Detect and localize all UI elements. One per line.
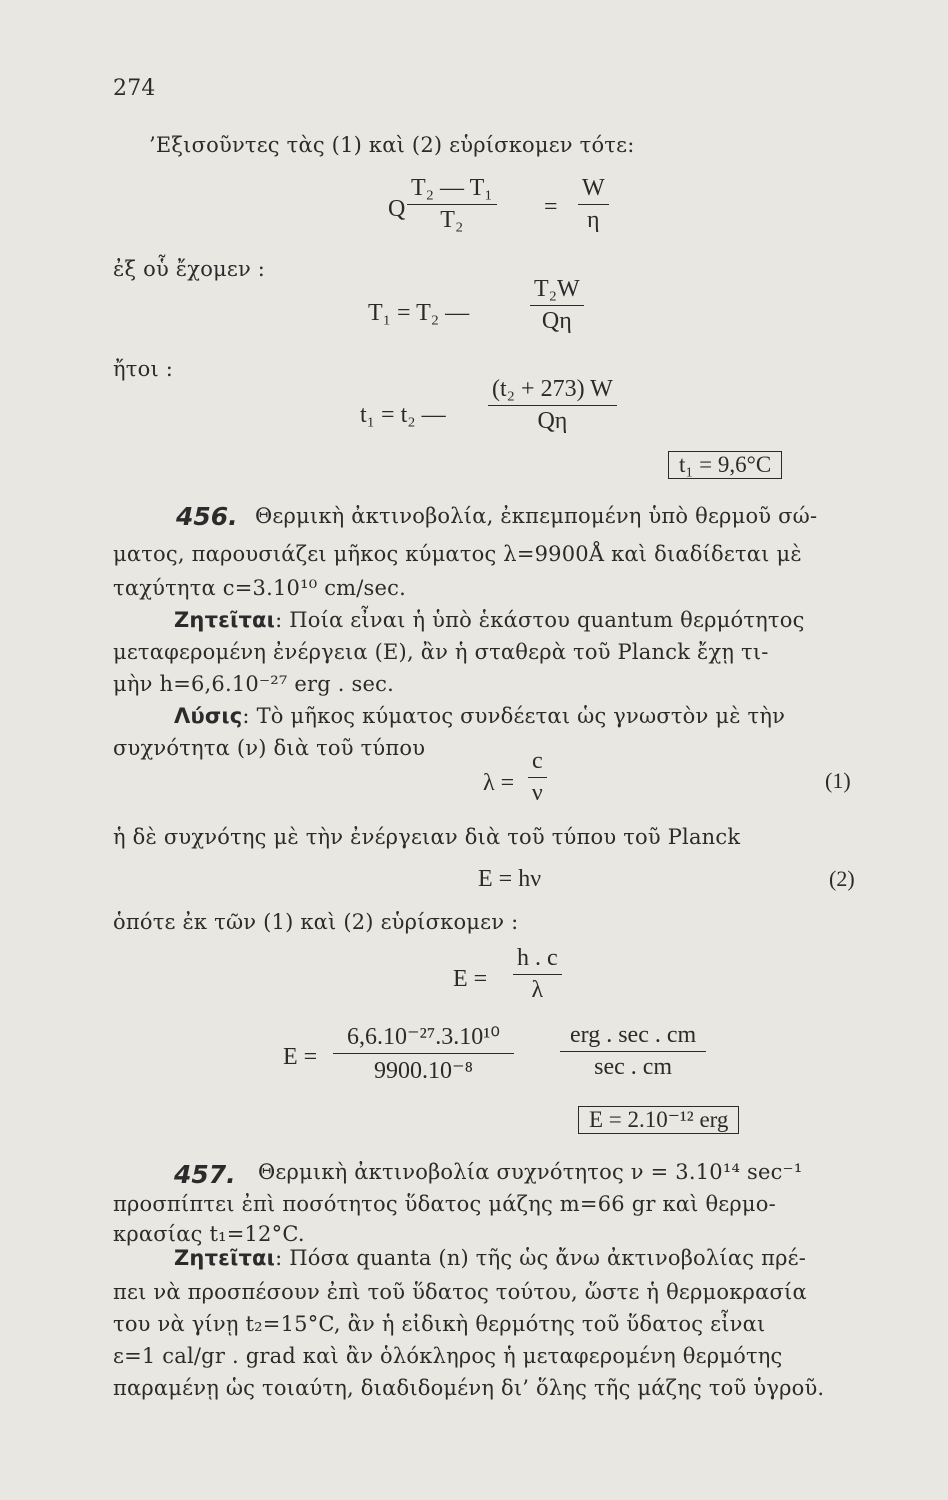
- page-number: 274: [113, 76, 156, 101]
- problem-457-line-4: : Πόσα quanta (n) τῆς ὡς ἄνω ἀκτινοβολίας πρέ-: [275, 1246, 806, 1270]
- problem-457-line-5: πει νὰ προσπέσουν ἐπὶ τοῦ ὕδατος τούτου, ὥστε ἡ θερμοκρασία: [113, 1280, 807, 1304]
- intro-line: ’Εξισοῦντες τὰς (1) καὶ (2) εὑρίσκομεν τότε:: [149, 133, 635, 157]
- label-itoi: ἤτοι :: [113, 357, 174, 381]
- equation-6-denominator: λ: [531, 977, 544, 1003]
- equation-1-right-fraction: [578, 175, 609, 234]
- equation-1-equals: =: [544, 194, 558, 220]
- equation-7-units-fraction: [560, 1022, 706, 1081]
- problem-457-zitei-label: Ζητεῖται: [174, 1246, 276, 1270]
- equation-1-right-denominator: η: [587, 207, 600, 233]
- equation-2-fraction: [530, 276, 584, 335]
- equation-7-lhs: E =: [283, 1044, 318, 1070]
- equation-1-denominator: T₂: [440, 207, 464, 233]
- equation-6-lhs: E =: [453, 966, 488, 992]
- equation-3-fraction: [488, 376, 617, 435]
- problem-456-lysis-label: Λύσις: [174, 704, 243, 728]
- equation-1-q: Q: [388, 196, 406, 222]
- problem-456-line-5: μεταφερομένη ἐνέργεια (E), ἂν ἡ σταθερὰ τοῦ Planck ἔχῃ τι-: [113, 640, 769, 664]
- equation-7-numerator: 6,6.10⁻²⁷.3.10¹⁰: [333, 1022, 514, 1054]
- problem-456-lysis-row: [174, 704, 785, 728]
- label-ex-ou: ἐξ οὗ ἔχομεν :: [113, 257, 266, 281]
- problem-456-line-6: μὴν h=6,6.10⁻²⁷ erg . sec.: [113, 672, 394, 696]
- equation-1-fraction: [407, 175, 497, 234]
- equation-1-numerator: T₂ — T₁: [407, 175, 497, 205]
- line-opote: ὁπότε ἐκ τῶν (1) καὶ (2) εὑρίσκομεν :: [113, 910, 519, 934]
- problem-457-zitei-row: [174, 1246, 806, 1270]
- equation-5-number: (2): [829, 866, 855, 891]
- problem-456-zitei-row: [174, 608, 805, 632]
- problem-456-line-7: : Τὸ μῆκος κύματος συνδέεται ὡς γνωστὸν μὲ τὴν: [242, 704, 786, 728]
- result-1-box: t₁ = 9,6°C: [668, 451, 782, 479]
- problem-457-line-2: προσπίπτει ἐπὶ ποσότητος ὕδατος μάζης m=66 gr καὶ θερμο-: [113, 1192, 776, 1216]
- equation-2-numerator: T₂W: [530, 276, 584, 306]
- problem-457-line-8: παραμένῃ ὡς τοιαύτη, διαδιδομένη δι’ ὅλης τῆς μάζης τοῦ ὑγροῦ.: [113, 1376, 825, 1400]
- equation-6-numerator: h . c: [513, 945, 562, 975]
- problem-457-line-3: κρασίας t₁=12°C.: [113, 1222, 305, 1246]
- equation-6-fraction: [513, 945, 562, 1004]
- problem-456-line-4: : Ποία εἶναι ἡ ὑπὸ ἑκάστου quantum θερμότητος: [275, 608, 805, 632]
- equation-7-units-numerator: erg . sec . cm: [560, 1022, 706, 1052]
- equation-7-units-denominator: sec . cm: [594, 1054, 673, 1080]
- equation-7-denominator: 9900.10⁻⁸: [374, 1058, 474, 1084]
- equation-3-lhs: t₁ = t₂ —: [360, 402, 446, 428]
- equation-5: E = hν: [478, 866, 542, 892]
- equation-3-numerator: (t₂ + 273) W: [488, 376, 617, 406]
- result-2-box: E = 2.10⁻¹² erg: [578, 1106, 739, 1134]
- equation-4-fraction: [528, 748, 547, 807]
- problem-457-line-1: Θερμικὴ ἀκτινοβολία συχνότητος ν = 3.10¹⁴ sec⁻¹: [258, 1160, 803, 1184]
- equation-2-lhs: T₁ = T₂ —: [368, 300, 470, 326]
- equation-1-right-numerator: W: [578, 175, 609, 205]
- problem-456-zitei-label: Ζητεῖται: [174, 608, 276, 632]
- problem-456-line-8: συχνότητα (ν) διὰ τοῦ τύπου: [113, 736, 426, 760]
- problem-457-line-7: ε=1 cal/gr . grad καὶ ἂν ὁλόκληρος ἡ μεταφερομένη θερμότης: [113, 1344, 783, 1368]
- problem-456-number: 456.: [176, 502, 238, 531]
- equation-3-denominator: Qη: [537, 408, 568, 434]
- equation-4-numerator: c: [528, 748, 547, 778]
- problem-456-line-1: Θερμικὴ ἀκτινοβολία, ἐκπεμπομένη ὑπὸ θερμοῦ σώ-: [255, 504, 818, 528]
- problem-456-line-2: ματος, παρουσιάζει μῆκος κύματος λ=9900Å καὶ διαδίδεται μὲ: [113, 542, 802, 566]
- equation-4-lhs: λ =: [483, 770, 515, 796]
- problem-457-number: 457.: [174, 1160, 236, 1189]
- equation-4-denominator: ν: [531, 780, 543, 806]
- line-planck: ἡ δὲ συχνότης μὲ τὴν ἐνέργειαν διὰ τοῦ τύπου τοῦ Planck: [113, 825, 741, 849]
- equation-2-denominator: Qη: [541, 308, 572, 334]
- equation-4-number: (1): [825, 768, 851, 793]
- problem-456-line-3: ταχύτητα c=3.10¹⁰ cm/sec.: [113, 576, 406, 600]
- equation-7-fraction: [333, 1022, 514, 1085]
- problem-457-line-6: του νὰ γίνῃ t₂=15°C, ἂν ἡ εἰδικὴ θερμότης τοῦ ὕδατος εἶναι: [113, 1312, 766, 1336]
